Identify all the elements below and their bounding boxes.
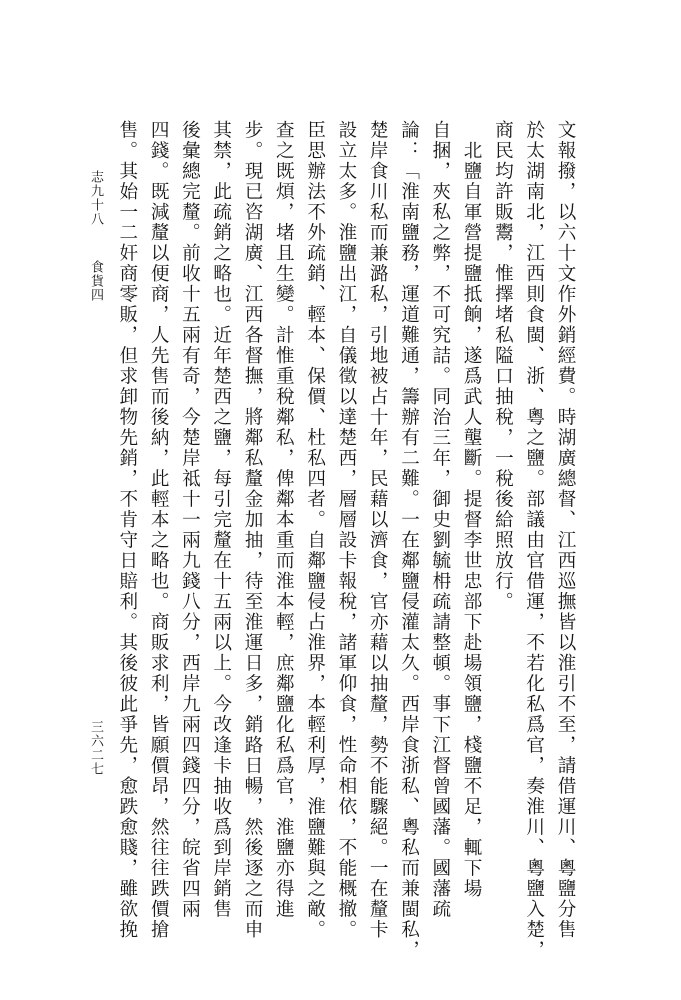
main-text-block xyxy=(112,120,581,961)
text-column: 商民均許販鬻，惟擇堵私隘口抽稅，一稅後給照放行。 xyxy=(492,120,514,612)
text-column: 查之既煩，堵且生變。計惟重稅鄰私，俾鄰本重而淮本輕，庶鄰鹽化私爲官，淮鹽亦得進 xyxy=(273,120,295,920)
running-header-section: 食貨四 xyxy=(88,260,103,302)
text-column: 於太湖南北，江西則食閩、浙、粵之鹽。部議由官借運，不若化私爲官，奏淮川、粵鹽入楚， xyxy=(523,120,545,961)
running-header-volume: 志九十八 xyxy=(88,170,103,226)
text-column: 文報撥，以六十文作外銷經費。時湖廣總督、江西巡撫皆以淮引不至，請借運川、粵鹽分售 xyxy=(555,120,576,940)
text-column: 楚岸食川私而兼潞私，引地被占十年，民藉以濟食，官亦藉以抽釐，勢不能驟絕。一在釐卡 xyxy=(367,120,389,940)
text-column: 論：「淮南鹽務，運道難通，籌辦有二難。一在鄰鹽侵灌太久。西岸食浙私、粵私而兼閩私， xyxy=(398,120,420,961)
text-column: 四錢。既減釐以便商，人先售而後納，此輕本之略也。商販求利，皆願價昂，然往往跌價搶 xyxy=(148,120,170,940)
text-column: 自捆，夾私之弊，不可究詰。同治三年，御史劉毓枏疏請整頓。事下江督曾國藩。國藩疏 xyxy=(429,120,451,920)
text-column: 臣思辦法不外疏銷、輕本、保價、杜私四者。自鄰鹽侵占淮界，本輕利厚，淮鹽難與之敵。 xyxy=(304,120,326,940)
page-number: 三六二七 xyxy=(88,720,103,776)
text-column: 後彙總完釐。前收十五兩有奇，今楚岸祗十一兩九錢八分，西岸九兩四錢四分，皖省四兩 xyxy=(179,120,201,920)
text-column: 步。現已咨湖廣、江西各督撫，將鄰私釐金加抽，待至淮運日多，銷路日暢，然後逐之而申 xyxy=(242,120,264,940)
text-column: 售。其始一二奸商零販，但求卸物先銷，不肯守日賠利。其後彼此爭先，愈跌愈賤，雖欲挽 xyxy=(116,120,138,940)
text-column: 北鹽自軍營提鹽抵餉，遂爲武人壟斷。提督李世忠部下赴場領鹽，棧鹽不足，輒下場 xyxy=(461,120,483,899)
running-header xyxy=(86,170,105,302)
text-column: 其禁，此疏銷之略也。近年楚西之鹽，每引完釐在十五兩以上。今改逢卡抽收爲到岸銷售 xyxy=(210,120,232,920)
text-column: 設立太多。淮鹽出江，自儀徵以達楚西，層層設卡報稅，諸軍仰食，性命相依，不能概撤。 xyxy=(335,120,357,940)
